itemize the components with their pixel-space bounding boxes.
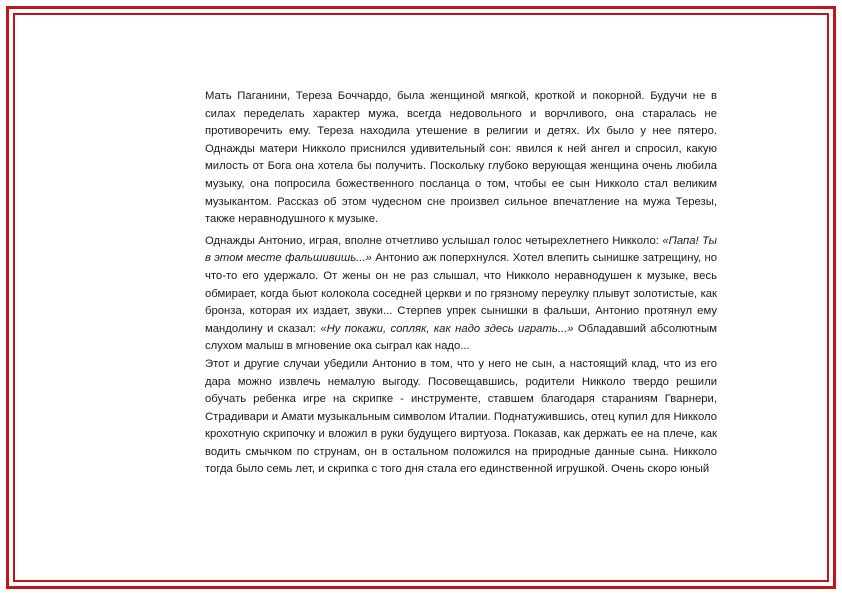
paragraph-mother-dream: Мать Паганини, Тереза Боччардо, была женщиной мягкой, кроткой и покорной. Будучи не в силах переделать характер мужа, всегда недовольного и ворчливого, она старалась не противоречить ему. Тереза находила утешение в религии и детях. Их было у нее пятеро. Однажды матери Никколо приснился удивительный сон: явился к ней ангел и спросил, какую милость от Бога она хотела бы получить. Поскольку глубоко верующая женщина очень любила музыку, она попросила божественного посланца о том, чтобы ее сын Никколо стал великим музыкантом. Рассказ об этом чудесном сне произвел сильное впечатление на мужа Терезы, также неравнодушного к музыке. [205,90,717,226]
paragraph-text: Обладавший абсолютным слухом малыш в мгновение ока сыграл как надо... [205,322,717,353]
document-body [205,88,717,479]
paragraph-antonio-hears [205,233,717,356]
quote-papa: «Папа! Ты в этом месте фальшивишь...» [205,234,717,265]
paragraph-text: Антонио аж поперхнулся. Хотел влепить сынишке затрещину, но что-то его удержало. От жены он не раз слышал, что Никколо неравнодушен к музыке, весь обмирает, когда бьют колокола соседней церкви и по грязному переулку плывут золотистые, как бронза, которая их издает, звуки... Стерпев упрек сынишки в фальши, Антонио протянул ему мандолину и сказал: [205,252,717,335]
paragraph-violin-lessons: Этот и другие случаи убедили Антонио в том, что у него не сын, а настоящий клад, что из его дара можно извлечь немалую выгоду. Посовещавшись, родители Никколо твердо решили обучать ребенка игре на скрипке - инструменте, ставшем благодаря стараниям Гварнери, Страдивари и Амати музыкальным символом Италии. Поднатужившись, отец купил для Никколо крохотную скрипочку и вложил в руки будущего виртуоза. Показав, как держать ее на плече, как водить смычком по струнам, он в остальном положился на природные данные сына. Никколо тогда было семь лет, и скрипка с того дня стала его единственной игрушкой. Очень скоро юный [205,357,717,476]
paragraph-text: Однажды Антонио, играя, вполне отчетливо услышал голос четырехлетнего Никколо: [205,234,663,247]
quote-show-me: «Ну покажи, сопляк, как надо здесь играть...» [320,322,574,335]
